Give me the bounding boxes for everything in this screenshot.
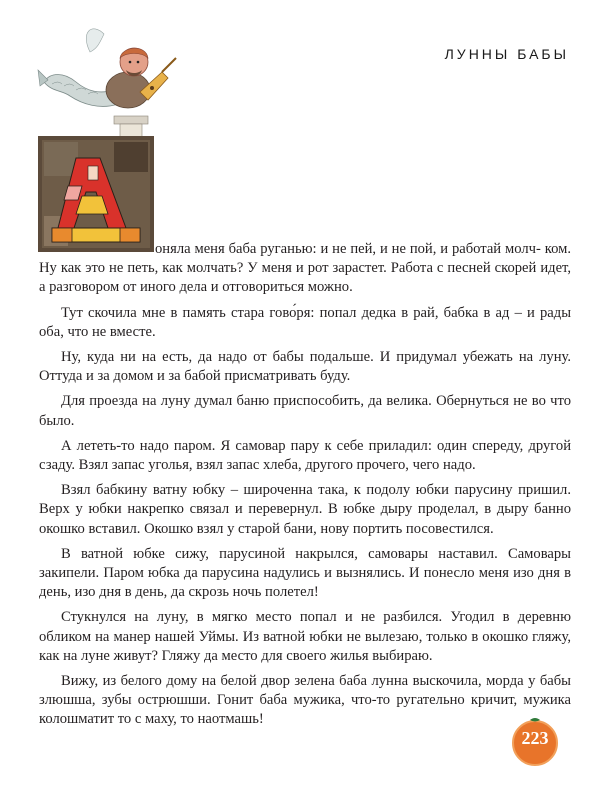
dropcap-letter-d: [38, 136, 154, 252]
paragraph-1-rest: ком. Ну как это не петь, как молчать? У меня и рот зарастет. Работа с песней скорей идет, а разговором от иного дела и отговориться можно.: [39, 241, 571, 296]
paragraph-3: Ну, куда ни на есть, да надо от бабы подальше. И придумал убежать на луну. Оттуда и за домом и за бабой присматривать буду.: [39, 349, 571, 385]
page-number-badge: [508, 714, 562, 768]
paragraph-2: Тут скочила мне в память стара гово́ря: попал дедка в рай, бабка в ад – и рады оба, что не вместе.: [39, 304, 571, 340]
paragraph-9: Вижу, из белого дому на белой двор зелена баба лунна выскочила, морда у бабы злюшша, зубы острюшши. Гонит баба мужика, что-то ругательно кричит, мужика колошматит то с маху, то наотмашь!: [39, 673, 571, 728]
paragraph-1-first-line: оняла меня баба руганью: и не пей, и не пой, и работай молч-: [155, 241, 541, 257]
paragraph-1: [39, 240, 571, 298]
paragraph-8: Стукнулся на луну, в мягко место попал и не разбился. Угодил в деревню обликом на манер нашей Уймы. Из ватной юбки не вылезаю, только в окошко гляжу, как на луне живут? Гляжу да место для своего жилья выбираю.: [39, 609, 571, 664]
page-number: 223: [521, 728, 549, 748]
paragraph-5: А лететь-то надо паром. Я самовар пару к себе приладил: один спереду, другой сзаду. Взял запас уголья, взял запас хлеба, другого прочего, чего надо.: [39, 437, 571, 474]
paragraph-7: В ватной юбке сижу, парусиной накрылся, самовары наставил. Самовары закипели. Паром юбка да парусина надулись и вызнялись. И понесло меня изо дня в день, изо дня в день, да скрозь ночь полетел!: [39, 545, 571, 601]
running-head: ЛУННЫ БАБЫ: [444, 46, 569, 62]
paragraph-4: Для проезда на луну думал баню приспособить, да велика. Обернуться не во что было.: [39, 393, 571, 429]
paragraph-6: Взял бабкину ватну юбку – широченна така, к подолу юбки парусину пришил. Верх у юбки накрепко связал и перевернул. В юбке дыру проделал, в дыру банно окошко вставил. Окошко взял у старой бани, нову портить посовестился.: [39, 482, 571, 537]
story-text: [39, 240, 571, 736]
mermaid-balalaika-illustration: [30, 12, 180, 142]
